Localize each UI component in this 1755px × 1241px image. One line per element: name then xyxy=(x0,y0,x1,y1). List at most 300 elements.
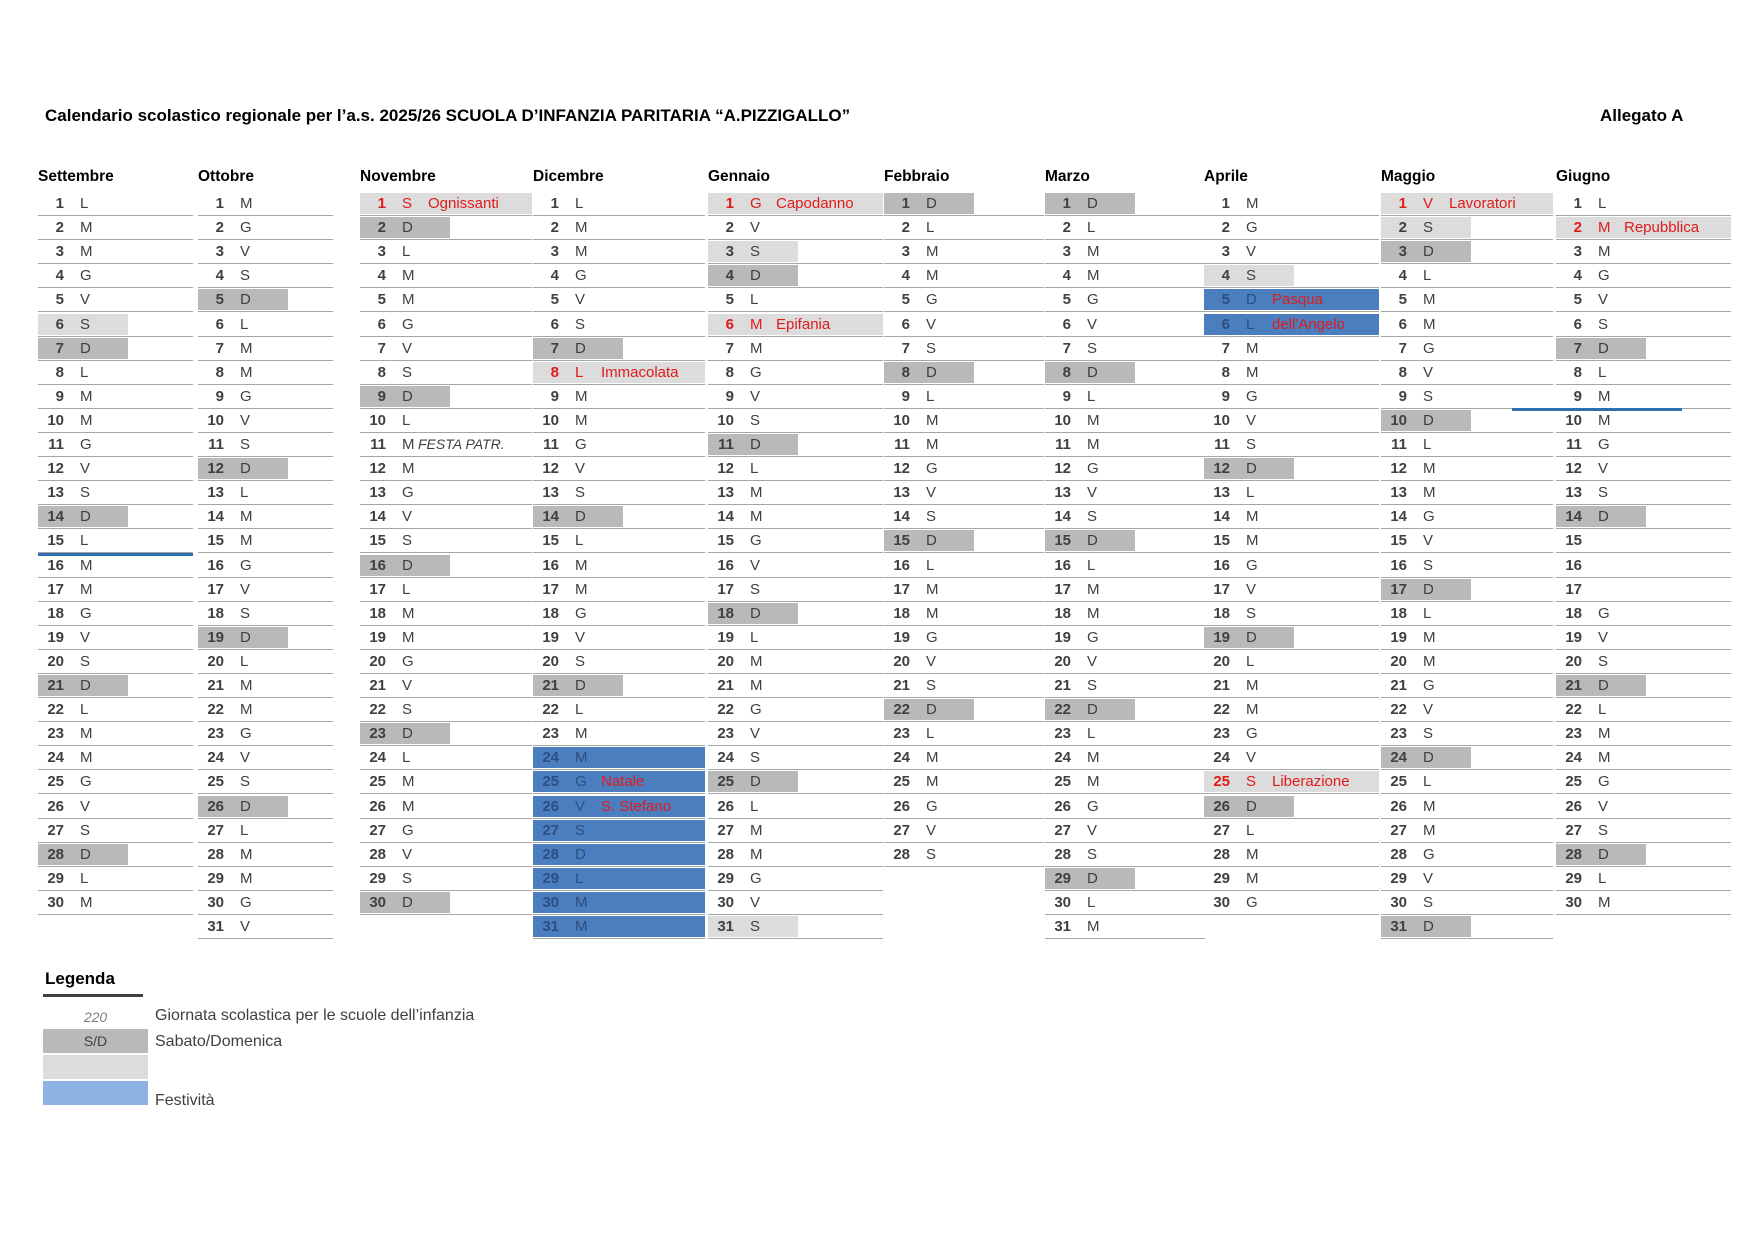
day-number: 31 xyxy=(1054,918,1071,935)
weekday-letter: S xyxy=(1598,652,1609,670)
day-row xyxy=(533,313,705,337)
day-row xyxy=(1204,819,1379,843)
day-row xyxy=(1381,843,1553,867)
weekday-letter: L xyxy=(575,195,584,212)
day-number: 19 xyxy=(1565,628,1582,646)
day-row xyxy=(533,240,705,264)
day-number: 28 xyxy=(369,845,386,863)
day-row xyxy=(1204,554,1379,578)
day-row xyxy=(198,529,333,553)
day-row xyxy=(38,578,193,602)
weekday-letter: S xyxy=(926,677,937,694)
day-number: 28 xyxy=(207,845,224,863)
day-number: 15 xyxy=(542,532,559,550)
day-row xyxy=(1204,650,1379,674)
day-row xyxy=(1204,867,1379,891)
weekday-letter: G xyxy=(80,436,92,453)
day-number: 6 xyxy=(55,315,64,333)
day-number: 27 xyxy=(1390,821,1407,839)
weekday-letter: M xyxy=(80,580,93,598)
legend-swatch-light xyxy=(43,1055,148,1079)
day-number: 31 xyxy=(1390,918,1407,935)
day-row xyxy=(1556,385,1731,409)
day-row xyxy=(884,505,1044,529)
day-row xyxy=(360,529,532,553)
day-number: 1 xyxy=(1062,195,1071,212)
day-row xyxy=(198,698,333,722)
weekday-letter: M xyxy=(1598,749,1611,767)
day-row xyxy=(198,626,333,650)
weekday-letter: L xyxy=(1246,315,1255,333)
day-number: 19 xyxy=(369,628,386,646)
day-row xyxy=(884,288,1044,312)
month-header: Settembre xyxy=(38,168,114,185)
day-row xyxy=(1556,554,1731,578)
day-number: 6 xyxy=(1221,315,1230,333)
day-number: 11 xyxy=(370,436,386,453)
day-number: 4 xyxy=(1221,267,1230,285)
day-row xyxy=(1556,216,1731,240)
weekday-letter: M xyxy=(1423,628,1436,646)
day-number: 3 xyxy=(377,243,386,261)
day-number: 8 xyxy=(1398,363,1407,381)
weekday-letter: M xyxy=(575,725,588,743)
day-number: 7 xyxy=(550,339,559,357)
weekday-letter: G xyxy=(402,484,414,502)
day-row xyxy=(1381,240,1553,264)
day-number: 17 xyxy=(1054,580,1071,598)
day-number: 2 xyxy=(55,219,64,237)
day-number: 14 xyxy=(1390,508,1407,526)
weekday-letter: M xyxy=(80,243,93,261)
weekday-letter: D xyxy=(1087,532,1098,550)
day-number: 16 xyxy=(369,556,386,574)
day-row xyxy=(533,433,705,457)
day-number: 16 xyxy=(1565,556,1582,574)
weekday-letter: M xyxy=(1598,243,1611,261)
day-number: 12 xyxy=(369,460,386,478)
weekday-letter: M xyxy=(402,267,415,285)
day-number: 14 xyxy=(1054,508,1071,526)
day-row xyxy=(708,819,883,843)
day-number: 10 xyxy=(1390,411,1407,429)
legend-text: Festività xyxy=(155,1092,215,1109)
day-number: 8 xyxy=(1062,363,1071,381)
day-number: 17 xyxy=(47,580,64,598)
weekday-letter: M xyxy=(926,749,939,767)
day-row xyxy=(1045,361,1205,385)
weekday-letter: G xyxy=(750,532,762,550)
day-number: 24 xyxy=(893,749,910,767)
day-number: 11 xyxy=(1566,436,1582,453)
weekday-letter: M xyxy=(926,411,939,429)
day-row xyxy=(1381,481,1553,505)
day-row xyxy=(533,361,705,385)
day-number: 23 xyxy=(1213,725,1230,743)
weekday-letter: D xyxy=(402,893,413,911)
weekday-letter: D xyxy=(1246,460,1257,478)
holiday-name: Capodanno xyxy=(776,195,854,212)
weekday-letter: M xyxy=(1087,436,1100,453)
weekday-letter: G xyxy=(402,652,414,670)
day-number: 31 xyxy=(542,918,559,935)
weekday-letter: M xyxy=(1423,652,1436,670)
weekday-letter: D xyxy=(402,219,413,237)
day-row xyxy=(1204,385,1379,409)
day-number: 28 xyxy=(542,845,559,863)
month-header: Ottobre xyxy=(198,168,254,185)
weekday-letter: L xyxy=(1423,436,1432,453)
weekday-letter: L xyxy=(575,869,584,887)
day-number: 10 xyxy=(369,411,386,429)
weekday-letter: V xyxy=(1598,628,1609,646)
weekday-letter: D xyxy=(240,797,251,815)
day-row xyxy=(360,481,532,505)
day-row xyxy=(360,264,532,288)
day-number: 26 xyxy=(207,797,224,815)
weekday-letter: D xyxy=(1423,580,1434,598)
day-number: 25 xyxy=(369,773,386,791)
weekday-letter: M xyxy=(80,556,93,574)
weekday-letter: S xyxy=(240,604,251,622)
weekday-letter: S xyxy=(80,484,91,502)
weekday-letter: G xyxy=(240,219,252,237)
weekday-letter: V xyxy=(750,387,761,405)
day-number: 2 xyxy=(725,219,734,237)
day-number: 25 xyxy=(893,773,910,791)
weekday-letter: M xyxy=(750,508,763,526)
weekday-letter: M xyxy=(1087,918,1100,935)
weekday-letter: L xyxy=(1423,773,1432,791)
day-row xyxy=(884,433,1044,457)
day-number: 14 xyxy=(369,508,386,526)
day-number: 3 xyxy=(725,243,734,261)
day-row xyxy=(38,891,193,915)
day-number: 1 xyxy=(55,195,64,212)
day-row xyxy=(38,554,193,578)
weekday-letter: S xyxy=(1598,821,1609,839)
day-number: 10 xyxy=(1054,411,1071,429)
legend-text: Sabato/Domenica xyxy=(155,1033,283,1050)
day-row xyxy=(708,409,883,433)
day-row xyxy=(708,361,883,385)
weekday-letter: G xyxy=(1087,460,1099,478)
weekday-letter: S xyxy=(1423,387,1434,405)
day-row xyxy=(1381,216,1553,240)
month-header: Marzo xyxy=(1045,168,1090,185)
day-row xyxy=(708,698,883,722)
day-row xyxy=(533,457,705,481)
day-row xyxy=(1381,602,1553,626)
day-row xyxy=(1204,770,1379,794)
weekday-letter: V xyxy=(1087,821,1098,839)
day-row xyxy=(1556,433,1731,457)
day-number: 18 xyxy=(717,604,734,622)
day-row xyxy=(198,337,333,361)
day-number: 19 xyxy=(47,628,64,646)
weekday-letter: M xyxy=(1423,291,1436,309)
day-number: 4 xyxy=(55,267,64,285)
day-number: 1 xyxy=(550,195,559,212)
weekday-letter: M xyxy=(750,652,763,670)
day-number: 22 xyxy=(47,701,64,719)
day-number: 13 xyxy=(1054,484,1071,502)
day-row xyxy=(198,722,333,746)
day-number: 17 xyxy=(369,580,386,598)
day-row xyxy=(38,674,193,698)
weekday-letter: G xyxy=(926,628,938,646)
weekday-letter: G xyxy=(240,725,252,743)
legend-swatch-plain xyxy=(43,1005,148,1029)
day-number: 5 xyxy=(55,291,64,309)
day-row xyxy=(1381,554,1553,578)
day-number: 29 xyxy=(717,869,734,887)
day-row xyxy=(533,795,705,819)
day-number: 18 xyxy=(542,604,559,622)
weekday-letter: G xyxy=(240,556,252,574)
day-row xyxy=(708,505,883,529)
day-number: 14 xyxy=(1213,508,1230,526)
weekday-letter: M xyxy=(1087,267,1100,285)
day-row xyxy=(708,746,883,770)
day-number: 22 xyxy=(207,701,224,719)
day-row xyxy=(884,337,1044,361)
day-number: 22 xyxy=(1390,701,1407,719)
day-row xyxy=(1556,481,1731,505)
weekday-letter: L xyxy=(80,195,89,212)
day-number: 11 xyxy=(1055,436,1071,453)
day-row xyxy=(360,746,532,770)
day-row xyxy=(533,337,705,361)
day-number: 3 xyxy=(1398,243,1407,261)
day-number: 4 xyxy=(1062,267,1071,285)
day-row xyxy=(198,264,333,288)
day-number: 1 xyxy=(1573,195,1582,212)
weekday-letter: D xyxy=(1423,918,1434,935)
day-number: 25 xyxy=(1390,773,1407,791)
day-row xyxy=(1204,891,1379,915)
weekday-letter: M xyxy=(402,436,415,453)
day-number: 23 xyxy=(1565,725,1582,743)
day-row xyxy=(1045,240,1205,264)
weekday-letter: M xyxy=(575,749,588,767)
day-number: 25 xyxy=(47,773,64,791)
day-row xyxy=(38,529,193,553)
weekday-letter: M xyxy=(926,604,939,622)
weekday-letter: S xyxy=(1423,556,1434,574)
day-row xyxy=(198,505,333,529)
day-row xyxy=(198,216,333,240)
weekday-letter: M xyxy=(1423,460,1436,478)
day-number: 10 xyxy=(1565,411,1582,429)
weekday-letter: V xyxy=(1423,363,1434,381)
day-number: 9 xyxy=(1221,387,1230,405)
day-number: 31 xyxy=(207,918,224,935)
day-number: 3 xyxy=(55,243,64,261)
day-row xyxy=(198,192,333,216)
day-row xyxy=(1045,770,1205,794)
weekday-letter: M xyxy=(240,339,253,357)
day-row xyxy=(38,192,193,216)
day-number: 27 xyxy=(47,821,64,839)
weekday-letter: V xyxy=(1423,195,1434,212)
weekday-letter: M xyxy=(1246,339,1259,357)
weekday-letter: D xyxy=(750,604,761,622)
legend-text: Giornata scolastica per le scuole dell’infanzia xyxy=(155,1007,475,1024)
weekday-letter: D xyxy=(750,436,761,453)
day-row xyxy=(1045,891,1205,915)
day-number: 21 xyxy=(1565,677,1582,694)
day-number: 21 xyxy=(47,677,64,694)
day-number: 5 xyxy=(1062,291,1071,309)
weekday-letter: S xyxy=(240,773,251,791)
holiday-name: Ognissanti xyxy=(428,195,499,212)
day-number: 4 xyxy=(725,267,734,285)
holiday-name: Pasqua xyxy=(1272,291,1323,309)
day-row xyxy=(360,650,532,674)
holiday-name: Repubblica xyxy=(1624,219,1700,237)
day-number: 27 xyxy=(369,821,386,839)
day-number: 29 xyxy=(1390,869,1407,887)
day-number: 28 xyxy=(1213,845,1230,863)
day-row xyxy=(1045,313,1205,337)
weekday-letter: S xyxy=(750,749,761,767)
weekday-letter: D xyxy=(1423,243,1434,261)
day-number: 10 xyxy=(1213,411,1230,429)
day-number: 4 xyxy=(901,267,910,285)
weekday-letter: S xyxy=(402,869,413,887)
day-number: 27 xyxy=(1054,821,1071,839)
day-number: 26 xyxy=(1213,797,1230,815)
weekday-letter: V xyxy=(402,845,413,863)
day-row xyxy=(1381,626,1553,650)
weekday-letter: G xyxy=(1246,725,1258,743)
day-row xyxy=(360,722,532,746)
weekday-letter: D xyxy=(80,508,91,526)
weekday-letter: L xyxy=(1246,484,1255,502)
day-row xyxy=(1556,722,1731,746)
day-row xyxy=(198,770,333,794)
day-row xyxy=(1045,698,1205,722)
day-number: 11 xyxy=(543,436,559,453)
legend-swatch-label xyxy=(43,1081,148,1105)
weekday-letter: V xyxy=(926,315,937,333)
weekday-letter: L xyxy=(1087,725,1096,743)
day-number: 8 xyxy=(1221,363,1230,381)
day-number: 12 xyxy=(47,460,64,478)
day-row xyxy=(884,361,1044,385)
day-number: 9 xyxy=(55,387,64,405)
weekday-letter: D xyxy=(926,532,937,550)
day-row xyxy=(1045,554,1205,578)
legend-swatch-festivity xyxy=(43,1081,148,1105)
day-number: 25 xyxy=(207,773,224,791)
day-row xyxy=(884,409,1044,433)
day-row xyxy=(1045,481,1205,505)
day-number: 7 xyxy=(1062,339,1071,357)
weekday-letter: M xyxy=(240,677,253,694)
day-number: 25 xyxy=(1054,773,1071,791)
day-row xyxy=(1556,891,1731,915)
day-row xyxy=(1045,722,1205,746)
day-row xyxy=(198,554,333,578)
day-row xyxy=(38,457,193,481)
weekday-letter: D xyxy=(240,628,251,646)
day-row xyxy=(1045,650,1205,674)
day-row xyxy=(360,192,532,216)
day-row xyxy=(1381,915,1553,939)
day-row xyxy=(198,385,333,409)
day-number: 5 xyxy=(377,291,386,309)
day-row xyxy=(708,867,883,891)
day-row xyxy=(533,529,705,553)
day-row xyxy=(1556,650,1731,674)
day-row xyxy=(708,915,883,939)
day-number: 21 xyxy=(1390,677,1407,694)
day-row xyxy=(884,770,1044,794)
day-row xyxy=(1381,867,1553,891)
day-number: 8 xyxy=(377,363,386,381)
weekday-letter: S xyxy=(402,363,413,381)
weekday-letter: M xyxy=(240,701,253,719)
weekday-letter: L xyxy=(1598,701,1607,719)
weekday-letter: M xyxy=(1598,411,1611,429)
day-row xyxy=(884,795,1044,819)
day-number: 23 xyxy=(893,725,910,743)
day-number: 26 xyxy=(893,797,910,815)
day-number: 5 xyxy=(1573,291,1582,309)
day-row xyxy=(708,288,883,312)
weekday-letter: M xyxy=(926,580,939,598)
day-row xyxy=(884,650,1044,674)
day-number: 28 xyxy=(893,845,910,863)
weekday-letter: S xyxy=(750,918,761,935)
day-number: 19 xyxy=(717,628,734,646)
day-number: 22 xyxy=(369,701,386,719)
day-row xyxy=(198,288,333,312)
day-number: 9 xyxy=(1573,387,1582,405)
weekday-letter: D xyxy=(80,845,91,863)
weekday-letter: D xyxy=(1087,869,1098,887)
weekday-letter: M xyxy=(80,893,93,911)
weekday-letter: M xyxy=(1246,363,1259,381)
day-number: 18 xyxy=(1054,604,1071,622)
day-number: 30 xyxy=(207,893,224,911)
page-title: Calendario scolastico regionale per l’a.s. 2025/26 SCUOLA D’INFANZIA PARITARIA “A.PIZZIGALLO” xyxy=(45,106,851,125)
weekday-letter: L xyxy=(575,363,584,381)
weekday-letter: L xyxy=(750,797,759,815)
day-number: 24 xyxy=(1565,749,1582,767)
weekday-letter: M xyxy=(750,339,763,357)
weekday-letter: M xyxy=(1246,195,1259,212)
day-number: 24 xyxy=(717,749,734,767)
weekday-letter: G xyxy=(80,604,92,622)
day-row xyxy=(198,313,333,337)
day-row xyxy=(1045,457,1205,481)
school-end-marker xyxy=(1512,408,1682,411)
day-row xyxy=(38,819,193,843)
day-number: 15 xyxy=(47,532,64,550)
day-number: 26 xyxy=(1054,797,1071,815)
day-number: 2 xyxy=(1221,219,1230,237)
weekday-letter: M xyxy=(750,315,763,333)
day-row xyxy=(1381,337,1553,361)
day-row xyxy=(198,361,333,385)
day-number: 24 xyxy=(1213,749,1230,767)
day-row xyxy=(708,481,883,505)
day-number: 7 xyxy=(1573,339,1582,357)
day-row xyxy=(38,505,193,529)
